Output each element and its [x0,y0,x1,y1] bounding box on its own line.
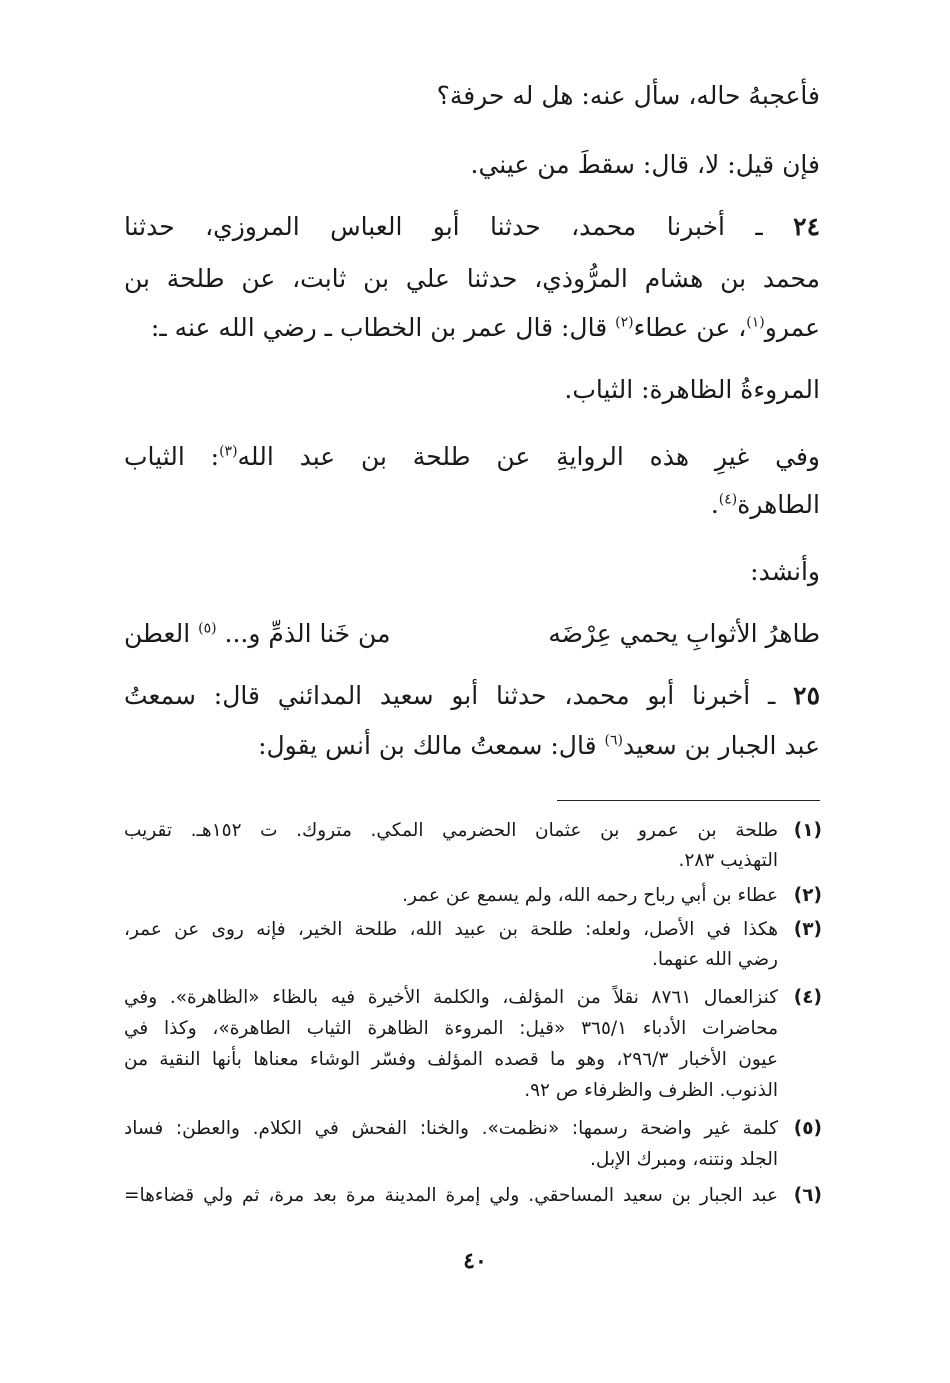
text-span: عمرو [764,313,820,342]
text-line: المروءةُ الظاهرة: الثياب. [564,375,820,404]
footnote-line: عطاء بن أبي رباح رحمه الله، ولم يسمع عن عمر. [402,885,778,906]
page-number: ٤٠ [463,1248,487,1274]
footnote-label: (٦) [793,1185,822,1206]
poem-first-hemistich: طاهرُ الأثوابِ يحمي عِرْضَه [548,619,820,648]
footnote-ref: (٢) [615,314,634,331]
text-span: ، عن عطاء [633,313,747,342]
footnote-label: (٣) [793,919,822,940]
text-span: من خَنا الذمِّ و... [216,619,391,648]
text-span: : الثياب [124,442,220,471]
text-span: العطن [124,619,199,648]
footnote-label: (٤) [793,987,822,1008]
footnote-label: (١) [793,820,822,841]
footnote-ref: (٣) [219,443,238,460]
footnote-line: كلمة غير واضحة رسمها: «نظمت». والخنا: الفحش في الكلام. والعطن: فساد [124,1118,778,1139]
poem-second-hemistich [124,617,424,651]
text-line [711,488,820,522]
footnote-line: طلحة بن عمرو بن عثمان الحضرمي المكي. متروك. ت ١٥٢هـ. تقريب [124,820,779,841]
hadith-25-heading [124,679,820,713]
footnote-label: (٥) [793,1118,822,1139]
text-line: محمد بن هشام المرُّوذي، حدثنا علي بن ثابت، عن طلحة بن [124,264,820,293]
text-line [124,440,820,474]
text-line: فأعجبهُ حاله، سأل عنه: هل له حرفة؟ [436,81,820,110]
footnote-ref: (١) [746,314,765,331]
text-line: فإن قيل: لا، قال: سقطَ من عيني. [470,150,820,179]
text-line [151,311,820,345]
footnote-line: الجلد ونتنه، ومبرك الإبل. [590,1149,778,1170]
hadith-number: ٢٤ [793,212,820,241]
footnote-line: الذنوب. الظرف والظرفاء ص ٩٢. [524,1080,778,1101]
footnote-line: عبد الجبار بن سعيد المساحقي. ولي إمرة المدينة مرة بعد مرة، ثم ولي قضاءها= [124,1185,778,1206]
text-span: قال: سمعتُ مالك بن أنس يقول: [258,731,605,760]
text-line [258,729,820,763]
footnote-line: محاضرات الأدباء ٣٦٥/١ «قيل: المروءة الظاهرة الثياب الطاهرة»، وكذا في [124,1018,778,1039]
footnote-line: هكذا في الأصل، ولعله: طلحة بن عبيد الله، طلحة الخير، فإنه روى عن عمر، [124,919,778,940]
hadith-number: ٢٥ [793,681,820,710]
text-span: عبد الجبار بن سعيد [622,731,820,760]
footnote-ref: (٥) [198,620,217,637]
footnote-separator [557,800,820,801]
text-span: . [710,490,719,519]
footnote-line: رضي الله عنهما. [651,949,778,970]
text-span: قال: قال عمر بن الخطاب ـ رضي الله عنه ـ: [150,313,616,342]
text-line: وأنشد: [750,557,820,586]
footnote-line: كنزالعمال ٨٧٦١ نقلاً من المؤلف، والكلمة الأخيرة فيه بالظاء «الظاهرة». وفي [124,987,779,1008]
text-span: وفي غيرِ هذه الروايةِ عن طلحة بن عبد الله [237,442,820,471]
footnote-line: عيون الأخبار ٢٩٦/٣، وهو ما قصده المؤلف وفسّر الوشاء معناها بأنها النقية من [124,1049,779,1070]
footnote-label: (٢) [793,885,822,906]
footnote-line: التهذيب ٢٨٣. [678,850,778,871]
text-span: ـ أخبرنا محمد، حدثنا أبو العباس المروزي، حدثنا [124,212,763,241]
hadith-24-heading [124,210,820,244]
footnote-ref: (٤) [718,491,738,508]
footnote-ref: (٦) [604,732,623,749]
text-span: ـ أخبرنا أبو محمد، حدثنا أبو سعيد المدائني قال: سمعتُ [124,681,776,710]
text-span: الطاهرة [737,490,820,519]
